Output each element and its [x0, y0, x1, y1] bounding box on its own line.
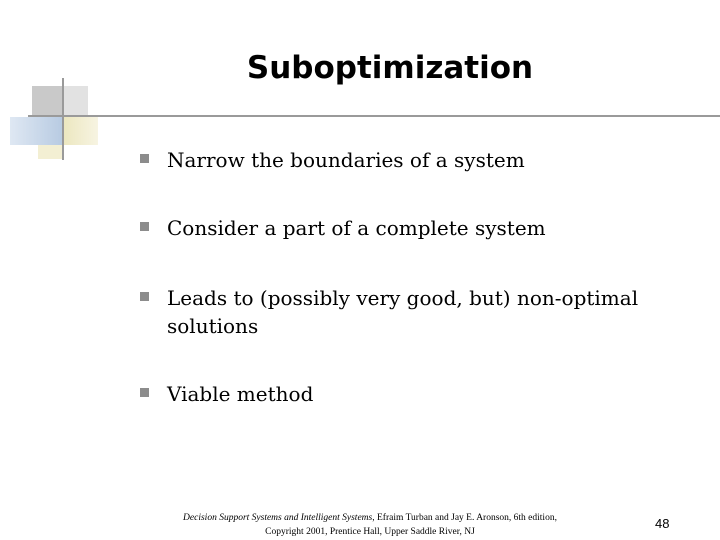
- bullet-text: Leads to (possibly very good, but) non-optimal solutions: [167, 286, 639, 338]
- decor-square-light-gray: [64, 86, 88, 116]
- decor-vertical-line: [62, 78, 64, 160]
- square-bullet-icon: [140, 292, 149, 301]
- page-number: 48: [655, 516, 670, 531]
- bullet-text: Viable method: [167, 382, 314, 406]
- square-bullet-icon: [140, 222, 149, 231]
- footer-authors: , Efraim Turban and Jay E. Aronson, 6th edition,: [372, 513, 557, 523]
- footer-book-title: Decision Support Systems and Intelligent Systems: [183, 513, 373, 523]
- decor-square-gray: [32, 86, 62, 116]
- footer-copyright: Copyright 2001, Prentice Hall, Upper Saddle River, NJ: [265, 527, 475, 537]
- title-divider-line: [28, 115, 720, 117]
- slide-footer-citation: [160, 511, 580, 539]
- square-bullet-icon: [140, 154, 149, 163]
- decor-square-blue: [10, 117, 62, 145]
- bullet-text: Consider a part of a complete system: [167, 216, 546, 240]
- decor-square-pale-yellow: [38, 145, 62, 159]
- bullet-text: Narrow the boundaries of a system: [167, 148, 525, 172]
- decor-square-yellow: [64, 117, 98, 145]
- slide-title: Suboptimization: [246, 50, 534, 86]
- decorative-block-graphic: [0, 0, 130, 170]
- footer-line-1: [160, 511, 580, 525]
- square-bullet-icon: [140, 388, 149, 397]
